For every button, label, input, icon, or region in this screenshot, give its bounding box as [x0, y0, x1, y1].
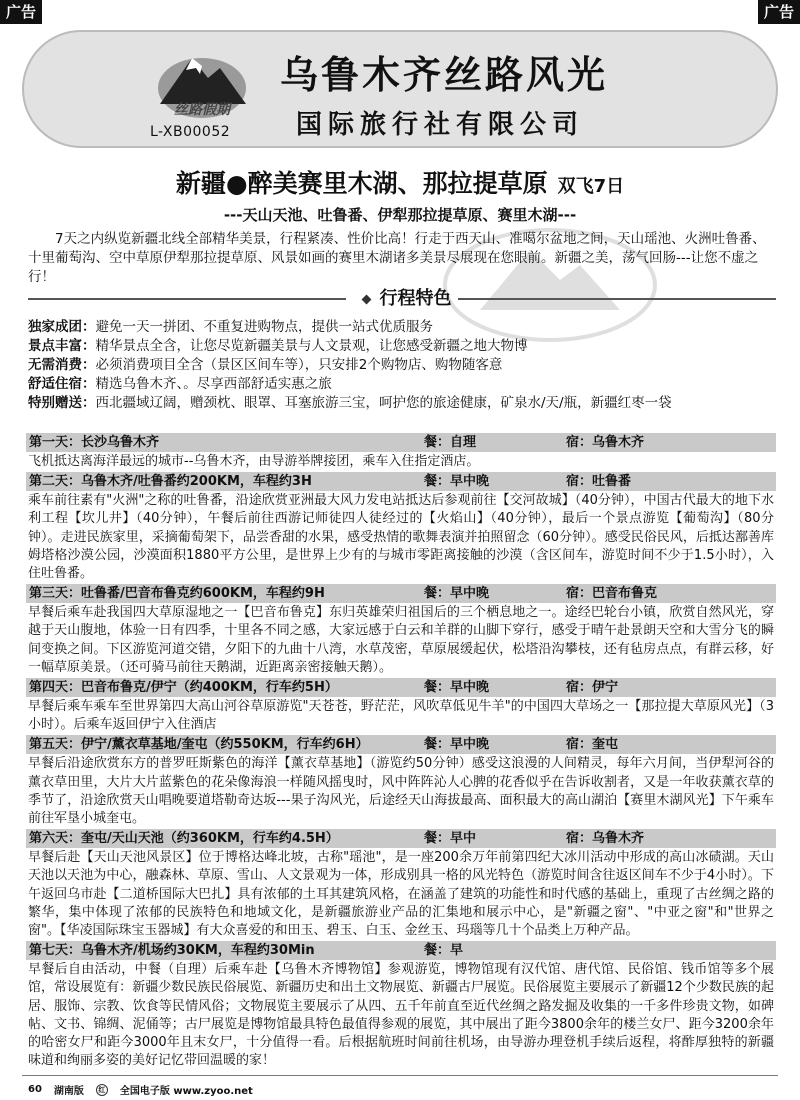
day-meals: 餐：早中晚: [424, 737, 490, 753]
day-header: [26, 584, 776, 603]
feature-label: 无需消费：: [28, 357, 96, 373]
feature-text: 避免一天一拼团、不重复进购物点，提供一站式优质服务: [95, 319, 433, 335]
day-description: 飞机抵达离海洋最远的城市--乌鲁木齐，由导游举牌接团，乘车入住指定酒店。: [28, 454, 480, 469]
tour-duration-badge: 双飞7日: [557, 176, 625, 197]
tour-title: [0, 164, 800, 200]
day-description: 早餐后自由活动，中餐（自理）后乘车赴【乌鲁木齐博物馆】参观游览，博物馆现有汉代馆、唐代馆、民俗馆、钱币馆等多个展馆，常设展览有：新疆少数民族民俗展览、新疆历史和出土文物展览、新疆古尸展览。民俗展览主要展示了新疆12个少数民族的起居、服饰、宗教、饮食等民情风俗；文物展览主要展示了从四、五千年前直至近代丝绸之路发掘及收集的一千多件珍贵文物，如碑帖、文书、锦绸、泥俑等；古尸展览是博物馆最具特色最值得参观的展览，其中展出了距今3800余年的楼兰女尸、距今3200余年的哈密女尸和距今3000年且末女尸，十分值得一看。后根据航班时间前往机场，由导游办理登机手续后返程，将酢厚独特的新疆味道和绚丽多姿的美好记忆带回温暖的家！: [28, 962, 774, 1069]
day-description: 早餐后赴【天山天池风景区】位于博格达峰北坡，古称"瑶池"，是一座200余万年前第四纪大冰川活动中形成的高山冰碛湖。天山天池以天池为中心，融森林、草原、雪山、人文景观为一体，形成别具一格的风光特色（游览时间含往返区间车不少于4小时）。下午返回乌市赴【二道桥国际大巴扎】具有浓郁的土耳其建筑风格，在涵盖了建筑的功能性和时代感的基础上，重现了古丝绸之路的繁华，集中体现了浓郁的民族特色和地域文化，是新疆旅游业产品的汇集地和展示中心，是"新疆之窗"、"中亚之窗"和"世界之窗"。【华凌国际珠宝玉器城】有大众喜爱的和田玉、碧玉、白玉、金丝玉、玛瑙等几十个品类上万种产品。: [28, 850, 774, 939]
day-header: [26, 941, 776, 960]
features-header: [28, 287, 776, 311]
feature-text: 精华景点全含，让您尽览新疆美景与人文景观，让您感受新疆之地大物博: [95, 338, 528, 354]
day-meals: 餐：早中晚: [424, 680, 490, 696]
features-title-text: 行程特色: [379, 288, 452, 309]
feature-item: [28, 394, 776, 413]
day-lodging: 宿：奎屯: [566, 737, 619, 753]
day-meals: 餐：早中晚: [424, 474, 490, 490]
tour-intro: 7天之内纵览新疆北线全部精华美景，行程紧凑、性价比高！行走于西天山、准噶尔盆地之间，天山瑶池、火洲吐鲁番、十里葡萄沟、空中草原伊犁那拉提草原、风景如画的赛里木湖诸多美景尽展现在您眼前。新疆之美，荡气回肠---让您不虚之行！: [28, 231, 766, 285]
day-header: [26, 735, 776, 754]
feature-label: 舒适住宿：: [28, 376, 96, 392]
day-lodging: 宿：乌鲁木齐: [566, 831, 645, 847]
ad-corner-label-right: 广告: [758, 0, 800, 24]
day-description: 乘车前往素有"火洲"之称的吐鲁番，沿途欣赏亚洲最大风力发电站抵达后参观前往【交河故城】（40分钟），中国古代最大的地下水利工程【坎儿井】（40分钟），午餐后前往西游记师徒四人徒经过的【火焰山】（40分钟），最后一个景点游览【葡萄沟】（80分钟）。走进民族家里，采摘葡萄架下，品尝香甜的水果，感受热情的歌舞表演并拍照留念（60分钟）。感受民俗民风，后抵达鄯善库姆塔格沙漠公园，沙漠面积1880平方公里，是世界上少有的与城市零距离接触的沙漠（含区间车，游览时间不少于1.5小时），入住吐鲁番。: [28, 493, 774, 582]
feature-label: 特别赠送：: [28, 395, 96, 411]
day-lodging: 宿：巴音布鲁克: [566, 586, 658, 602]
company-name: 乌鲁木齐丝路风光: [280, 53, 609, 97]
feature-item: [28, 356, 776, 375]
page-number: 60: [28, 1084, 42, 1095]
day-header: [26, 829, 776, 848]
day-meals: 餐：自理: [424, 435, 477, 450]
feature-label: 独家成团：: [28, 319, 96, 335]
tour-title-text: 新疆●醉美赛里木湖、那拉提草原: [175, 169, 548, 198]
features-title: [28, 287, 776, 311]
ad-corner-label-left: 广告: [0, 0, 42, 24]
day-header: [26, 678, 776, 697]
day-route: 第一天：长沙乌鲁木齐: [29, 435, 160, 450]
itinerary: [26, 433, 776, 1071]
feature-item: [28, 318, 776, 337]
day-route: 第五天：伊宁/薰衣草基地/奎屯（约550KM，行车约6H）: [29, 737, 369, 753]
page-footer: [28, 1082, 253, 1097]
mountain-logo-icon: [150, 42, 260, 122]
logo-text: 丝路假期: [174, 102, 230, 118]
day-description: 早餐后沿途欣赏东方的普罗旺斯紫色的海洋【薰衣草基地】（游览约50分钟）感受这浪漫的人间精灵，每年六月间，当伊犁河谷的薰衣草田里，大片大片蓝紫色的花朵像海浪一样随风摇曳时，风中阵阵沁人心脾的花香似乎在告诉收割者，又是一年收获薰衣草的季节了，沿途欣赏天山唱晚要道塔勒奇达坂---果子沟风光，后途经天山海拔最高、面积最大的高山湖泊【赛里木湖风光】下午乘车前往军垦小城奎屯。: [28, 756, 774, 827]
day-route: 第二天：乌鲁木齐/吐鲁番约200KM，车程约3H: [29, 474, 312, 490]
day-lodging: 宿：乌鲁木齐: [566, 435, 645, 450]
diamond-icon: [361, 294, 371, 304]
day-description: 早餐后乘车赴我国四大草原湿地之一【巴音布鲁克】东归英雄荣归祖国后的三个栖息地之一。途经巴轮台小镇，欣赏自然风光，穿越于天山腹地，体验一日有四季，十里各不同之感，大家远感于白云和羊群的山脚下穿行，感受于晴午赴景朗天空和大雪分飞的瞬间变换之间。下区游览河道交错，夕阳下的九曲十八湾，水草茂密，草原展缓起伏，松塔沿沟攀枝，还有毡房点点，有群云移，好一幅草原美景。（还可骑马前往天鹅湖，近距离亲密接触天鹅）。: [28, 605, 774, 675]
feature-text: 必须消费项目全含（景区区间车等），只安排2个购物店、购物随客意: [95, 357, 503, 373]
day-route: 第七天：乌鲁木齐/机场约30KM，车程约30Min: [29, 943, 315, 959]
feature-item: [28, 375, 776, 394]
edition-badge-icon: 红: [96, 1084, 108, 1096]
feature-text: 精选乌鲁木齐、。尽享西部舒适实惠之旅: [95, 376, 332, 392]
day-route: 第六天：奎屯/天山天池（约360KM，行车约4.5H）: [29, 831, 339, 847]
day-lodging: 宿：伊宁: [566, 680, 619, 696]
feature-item: [28, 337, 776, 356]
day-meals: 餐：早中: [424, 831, 477, 847]
features-list: [28, 318, 776, 413]
edition-label: 湖南版: [53, 1086, 84, 1097]
feature-label: 景点丰富：: [28, 338, 96, 354]
day-meals: 餐：早: [424, 943, 464, 959]
license-code: L-XB00052: [150, 124, 231, 140]
day-description: 早餐后乘车乘车至世界第四大高山河谷草原游览"天苍苍，野茫茫，风吹草低见牛羊"的中国四大草场之一【那拉提大草原风光】（3小时）。后乘车返回伊宁入住酒店: [28, 699, 774, 733]
day-route: 第三天：吐鲁番/巴音布鲁克约600KM，车程约9H: [29, 586, 325, 602]
day-meals: 餐：早中晚: [424, 586, 490, 602]
website-label: 全国电子版 www.zyoo.net: [119, 1086, 253, 1097]
day-lodging: 宿：吐鲁番: [566, 474, 632, 490]
feature-text: 西北疆域辽阔，赠颈枕、眼罩、耳塞旅游三宝，呵护您的旅途健康，矿泉水/天/瓶，新疆红枣一袋: [95, 395, 672, 411]
day-header: [26, 472, 776, 491]
day-route: 第四天：巴音布鲁克/伊宁（约400KM，行车约5H）: [29, 680, 338, 696]
footer-rule: [22, 1075, 778, 1076]
tour-subtitle: ---天山天池、吐鲁番、伊犁那拉提草原、赛里木湖---: [223, 206, 577, 224]
day-header: [26, 433, 776, 452]
company-subtitle: 国际旅行社有限公司: [296, 110, 585, 140]
company-logo: [150, 42, 260, 122]
